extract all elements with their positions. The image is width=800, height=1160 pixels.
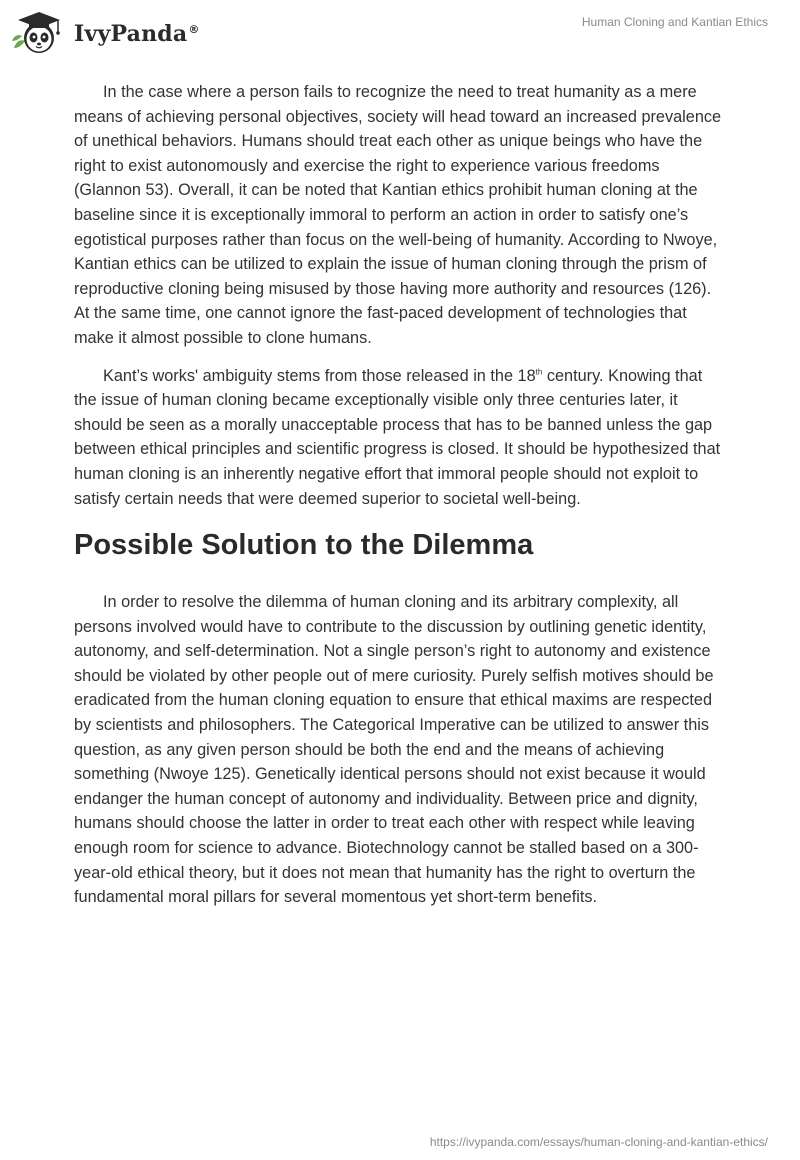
paragraph-2-part-2: century. Knowing that the issue of human cloning became exceptionally visible only three centuries later, it should be seen as a morally unacceptable process that has to be banned unless the gap between ethical principles and scientific progress is closed. It should be hypothesized that human cloning is an inherently negative effort that immoral people should not exploit to satisfy certain needs that were deemed superior to societal well-being. [74, 366, 721, 508]
brand-name [74, 21, 200, 47]
brand-logo[interactable] [10, 8, 200, 58]
paragraph-2 [74, 364, 726, 512]
ordinal-superscript: th [535, 367, 543, 377]
essay-content [74, 80, 726, 923]
registered-mark: ® [188, 22, 200, 36]
paragraph-2-part-1: Kant’s works' ambiguity stems from those released in the 18 [103, 366, 536, 385]
paragraph-3: In order to resolve the dilemma of human cloning and its arbitrary complexity, all persons involved would have to contribute to the discussion by outlining genetic identity, autonomy, and self-determination. Not a single person’s right to autonomy and existence should be violated by other people out of mere curiosity. Purely selfish motives should be eradicated from the human cloning equation to ensure that ethical maxims are respected by scientists and philosophers. The Categorical Imperative can be utilized to answer this question, as any given person should be both the end and the means of achieving something (Nwoye 125). Genetically identical persons should not exist because it would endanger the human concept of autonomy and individuality. Between price and dignity, humans should choose the latter in order to treat each other with respect while leaving enough room for science to advance. Biotechnology cannot be stalled based on a 300-year-old ethical theory, but it does not mean that humanity has the right to overturn the fundamental moral pillars for several momentous yet short-term benefits. [74, 593, 714, 907]
brand-name-text: IvyPanda [74, 21, 188, 47]
panda-graduate-icon [10, 8, 68, 58]
paragraph-1: In the case where a person fails to recognize the need to treat humanity as a mere means of achieving personal objectives, society will head toward an increased prevalence of unethical behaviors. Humans should treat each other as unique beings who have the right to exist autonomously and exercise the right to experience various freedoms (Glannon 53). Overall, it can be noted that Kantian ethics prohibit human cloning at the baseline since it is exceptionally immoral to perform an action in order to satisfy one’s egotistical purposes rather than focus on the well-being of humanity. According to Nwoye, Kantian ethics can be utilized to explain the issue of human cloning through the prism of reproductive cloning being misused by those having more authority and resources (126). At the same time, one cannot ignore the fast-paced development of technologies that make it almost possible to clone humans. [74, 83, 722, 347]
section-heading: Possible Solution to the Dilemma [74, 529, 534, 562]
document-title: Human Cloning and Kantian Ethics [581, 15, 768, 29]
page-header [0, 0, 800, 70]
source-url[interactable]: https://ivypanda.com/essays/human-cloning-and-kantian-ethics/ [429, 1135, 768, 1149]
